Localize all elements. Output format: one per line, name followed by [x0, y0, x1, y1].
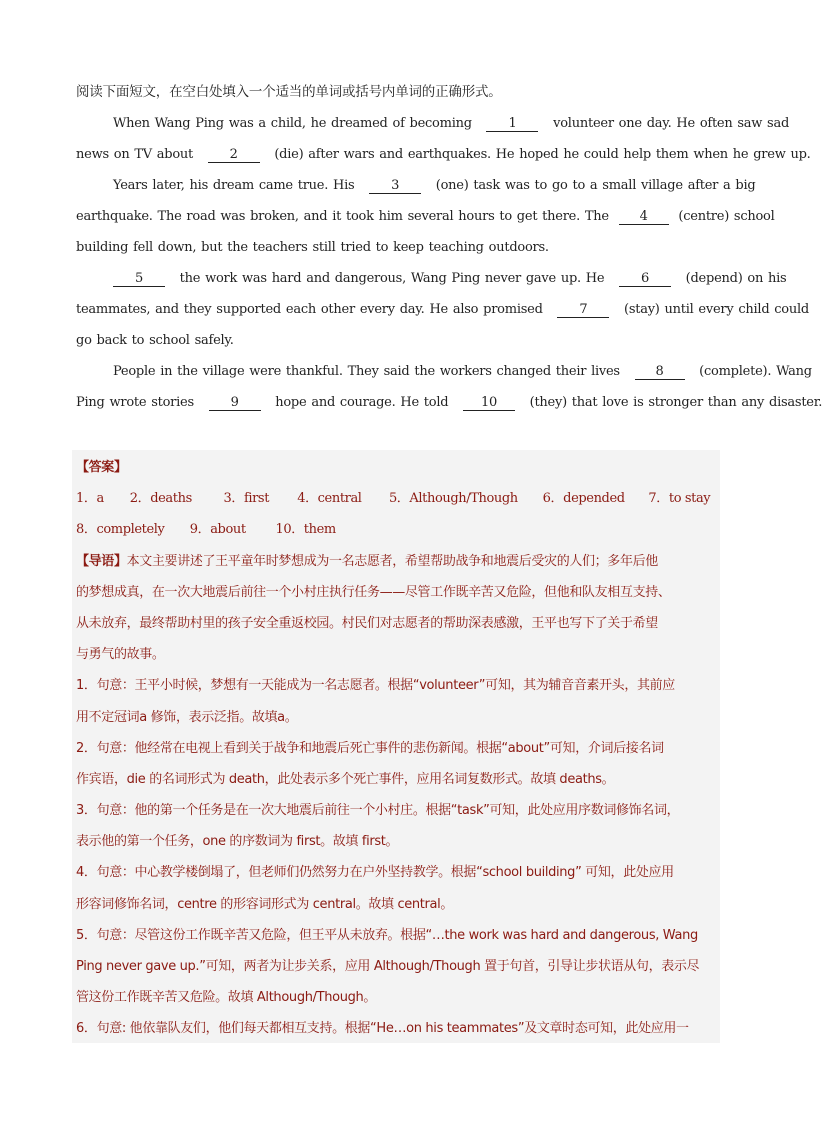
guide-line: 与勇气的故事。 [76, 647, 165, 663]
answer-item: 8．completely [76, 522, 165, 538]
explanation-line: 1．句意：王平小时候，梦想有一天能成为一名志愿者。根据“volunteer”可知，其为辅音音素开头，其前应 [76, 678, 675, 694]
passage-text: (depend) on his [685, 271, 787, 286]
passage-text: (centre) school [678, 209, 775, 224]
passage-line [76, 139, 811, 170]
explanation-line: 形容词修饰名词，centre 的形容词形式为 central。故填 central。 [76, 896, 454, 912]
guide-heading: 【导语】 [76, 553, 127, 569]
answer-heading: 【答案】 [76, 460, 127, 475]
passage-line [76, 170, 756, 201]
explanation-line: 表示他的第一个任务，one 的序数词为 first。故填 first。 [76, 834, 399, 850]
passage-line: building fell down, but the teachers still tried to keep teaching outdoors. [76, 240, 549, 255]
answer-item: 6．depended [542, 491, 625, 507]
answer-item: 3．first [223, 491, 270, 507]
passage-text: hope and courage. He told [275, 395, 449, 410]
answer-item: 7．to stay [648, 491, 711, 507]
passage-line: go back to school safely. [76, 333, 234, 348]
explanation-line: Ping never gave up.”可知，两者为让步关系，应用 Although/Though 置于句首，引导让步状语从句，表示尽 [76, 959, 700, 974]
blank-1: 1 [486, 117, 538, 132]
answer-section [72, 450, 720, 1043]
passage-text: (they) that love is stronger than any disaster. [529, 395, 822, 410]
passage-line [76, 263, 787, 294]
explanation-line: 5．句意：尽管这份工作既辛苦又危险，但王平从未放弃。根据“…the work was hard and dangerous, Wang [76, 927, 698, 943]
answer-item: 10．them [275, 522, 336, 538]
passage-text: (die) after wars and earthquakes. He hoped he could help them when he grew up. [274, 147, 811, 162]
passage-text: volunteer one day. He often saw sad [553, 116, 790, 131]
passage-text: teammates, and they supported each other every day. He also promised [76, 302, 543, 317]
passage-text: Ping wrote stories [76, 395, 194, 410]
blank-3: 3 [369, 179, 421, 194]
passage-text: (one) task was to go to a small village after a big [435, 178, 756, 193]
answer-item: 5．Although/Though [388, 491, 518, 507]
guide-line: 从未放弃，最终帮助村里的孩子安全重返校园。村民们对志愿者的帮助深表感激，王平也写下了关于希望 [76, 615, 658, 631]
blank-10: 10 [463, 396, 515, 411]
blank-9: 9 [209, 396, 261, 411]
passage-text: People in the village were thankful. They said the workers changed their lives [113, 364, 620, 379]
answer-list [76, 514, 716, 545]
explanation-line: 6．句意: 他依靠队友们，他们每天都相互支持。根据“He…on his teammates”及文章时态可知，此处应用一 [76, 1021, 689, 1037]
passage-line [76, 356, 812, 387]
guide-text: 本文主要讲述了王平童年时梦想成为一名志愿者，希望帮助战争和地震后受灾的人们；多年后他 [126, 553, 658, 569]
explanation-line: 作宾语，die 的名词形式为 death，此处表示多个死亡事件，应用名词复数形式。故填 deaths。 [76, 771, 615, 787]
passage-line [76, 108, 790, 139]
blank-7: 7 [557, 303, 609, 318]
explanation-line: 用不定冠词a 修饰，表示泛指。故填a。 [76, 709, 298, 725]
instruction-text: 阅读下面短文，在空白处填入一个适当的单词或括号内单词的正确形式。 [76, 84, 502, 100]
passage-line [76, 294, 809, 325]
answer-list [76, 483, 716, 514]
explanation-line: 管这份工作既辛苦又危险。故填 Although/Though。 [76, 990, 377, 1006]
passage-text: When Wang Ping was a child, he dreamed of becoming [113, 116, 472, 131]
passage-line [76, 201, 775, 232]
answer-item: 9．about [189, 522, 246, 538]
answer-item: 2．deaths [129, 491, 192, 507]
guide-line [76, 546, 716, 577]
blank-8: 8 [635, 365, 685, 380]
guide-line: 的梦想成真，在一次大地震后前往一个小村庄执行任务——尽管工作既辛苦又危险，但他和队友相互支持、 [76, 584, 671, 600]
blank-2: 2 [208, 148, 260, 163]
blank-4: 4 [619, 210, 669, 225]
answer-item: 4．central [297, 491, 362, 507]
explanation-line: 4．句意：中心教学楼倒塌了，但老师们仍然努力在户外坚持教学。根据“school building” 可知，此处应用 [76, 865, 674, 881]
blank-6: 6 [619, 272, 671, 287]
passage-text: earthquake. The road was broken, and it took him several hours to get there. The [76, 209, 609, 224]
explanation-line: 3．句意：他的第一个任务是在一次大地震后前往一个小村庄。根据“task”可知，此处应用序数词修饰名词， [76, 803, 680, 819]
passage-text: Years later, his dream came true. His [113, 178, 355, 193]
blank-5: 5 [113, 272, 165, 287]
passage-line [76, 387, 822, 418]
passage-text: (complete). Wang [699, 364, 812, 379]
passage-text: the work was hard and dangerous, Wang Ping never gave up. He [179, 271, 605, 286]
explanation-line: 2．句意：他经常在电视上看到关于战争和地震后死亡事件的悲伤新闻。根据“about”可知，介词后接名词 [76, 740, 664, 756]
answer-item: 1．a [76, 491, 104, 507]
passage-text: news on TV about [76, 147, 194, 162]
passage-text: (stay) until every child could [624, 302, 809, 317]
passage [76, 108, 822, 418]
